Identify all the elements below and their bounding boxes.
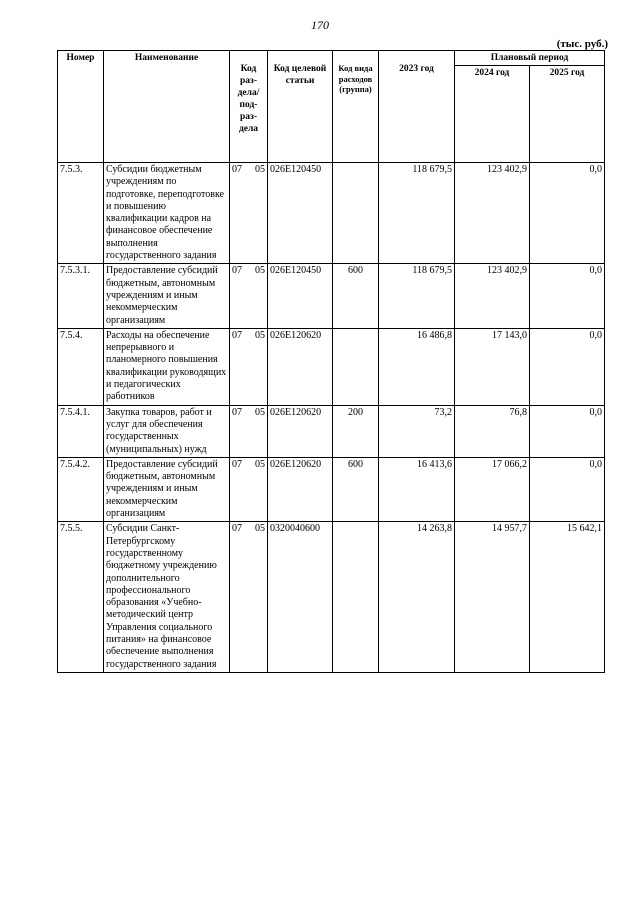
row-target-code: 026Е120620 [268, 405, 333, 457]
row-expense-type: 200 [333, 405, 379, 457]
section-code: 07 [232, 523, 242, 535]
row-value-2023: 14 263,8 [379, 522, 455, 673]
row-number: 7.5.4. [58, 328, 104, 405]
unit-note: (тыс. руб.) [556, 38, 608, 50]
row-number: 7.5.3.1. [58, 264, 104, 328]
subsection-code: 05 [255, 458, 265, 470]
subsection-code: 05 [255, 406, 265, 418]
row-target-code: 026Е120450 [268, 163, 333, 264]
header-expense-type: Код вида расходов (группа) [333, 51, 379, 163]
row-name: Предоставление субсидий бюджетным, автономным учреждениям и иным некоммерческим организациям [104, 264, 230, 328]
row-value-2023: 16 486,8 [379, 328, 455, 405]
section-code: 07 [232, 329, 242, 341]
page-number: 170 [311, 18, 329, 32]
row-value-2025: 0,0 [530, 405, 605, 457]
row-target-code: 026Е120450 [268, 264, 333, 328]
table-row [58, 522, 605, 673]
row-name: Субсидии бюджетным учреждениям по подготовке, переподготовке и повышению квалификации кадров на финансовое обеспечение выполнения государственного задания [104, 163, 230, 264]
table-row [58, 163, 605, 264]
row-value-2025: 0,0 [530, 264, 605, 328]
table-row [58, 457, 605, 521]
row-expense-type: 600 [333, 457, 379, 521]
row-number: 7.5.3. [58, 163, 104, 264]
subsection-code: 05 [255, 265, 265, 277]
subsection-code: 05 [255, 329, 265, 341]
row-expense-type [333, 328, 379, 405]
row-target-code: 0320040600 [268, 522, 333, 673]
row-value-2024: 123 402,9 [455, 163, 530, 264]
header-plan-period: Плановый период [455, 51, 605, 66]
row-name: Субсидии Санкт-Петербургскому государственному бюджетному учреждению дополнительного профессионального образования «Учебно-методический центр Управления социального питания» на финансовое обеспечение выполнения государственного задания [104, 522, 230, 673]
row-value-2025: 0,0 [530, 163, 605, 264]
row-section-code [230, 405, 268, 457]
table-row [58, 264, 605, 328]
table-row [58, 405, 605, 457]
row-number: 7.5.5. [58, 522, 104, 673]
row-name: Закупка товаров, работ и услуг для обеспечения государственных (муниципальных) нужд [104, 405, 230, 457]
row-name: Предоставление субсидий бюджетным, автономным учреждениям и иным некоммерческим организациям [104, 457, 230, 521]
header-number: Номер [58, 51, 104, 163]
subsection-code: 05 [255, 523, 265, 535]
row-value-2024: 17 066,2 [455, 457, 530, 521]
header-name: Наименование [104, 51, 230, 163]
row-value-2024: 123 402,9 [455, 264, 530, 328]
row-target-code: 026Е120620 [268, 328, 333, 405]
subsection-code: 05 [255, 164, 265, 175]
header-2025: 2025 год [530, 66, 605, 163]
header-2024: 2024 год [455, 66, 530, 163]
budget-table [57, 50, 605, 673]
row-name: Расходы на обеспечение непрерывного и планомерного повышения квалификации руководящих и педагогических работников [104, 328, 230, 405]
row-value-2024: 17 143,0 [455, 328, 530, 405]
row-value-2023: 118 679,5 [379, 163, 455, 264]
row-number: 7.5.4.1. [58, 405, 104, 457]
row-number: 7.5.4.2. [58, 457, 104, 521]
section-code: 07 [232, 458, 242, 470]
row-expense-type [333, 522, 379, 673]
row-section-code [230, 457, 268, 521]
section-code: 07 [232, 265, 242, 277]
row-target-code: 026Е120620 [268, 457, 333, 521]
row-value-2024: 76,8 [455, 405, 530, 457]
row-section-code [230, 163, 268, 264]
header-section-code: Код раз- дела/ под- раз- дела [230, 51, 268, 163]
row-value-2023: 73,2 [379, 405, 455, 457]
row-section-code [230, 328, 268, 405]
row-value-2023: 118 679,5 [379, 264, 455, 328]
section-code: 07 [232, 406, 242, 418]
row-value-2025: 0,0 [530, 457, 605, 521]
row-value-2024: 14 957,7 [455, 522, 530, 673]
row-expense-type [333, 163, 379, 264]
row-value-2023: 16 413,6 [379, 457, 455, 521]
table-row [58, 328, 605, 405]
row-section-code [230, 522, 268, 673]
section-code: 07 [232, 164, 242, 175]
row-value-2025: 0,0 [530, 328, 605, 405]
header-2023: 2023 год [379, 51, 455, 163]
row-section-code [230, 264, 268, 328]
header-target-code: Код целевой статьи [268, 51, 333, 163]
row-value-2025: 15 642,1 [530, 522, 605, 673]
row-expense-type: 600 [333, 264, 379, 328]
